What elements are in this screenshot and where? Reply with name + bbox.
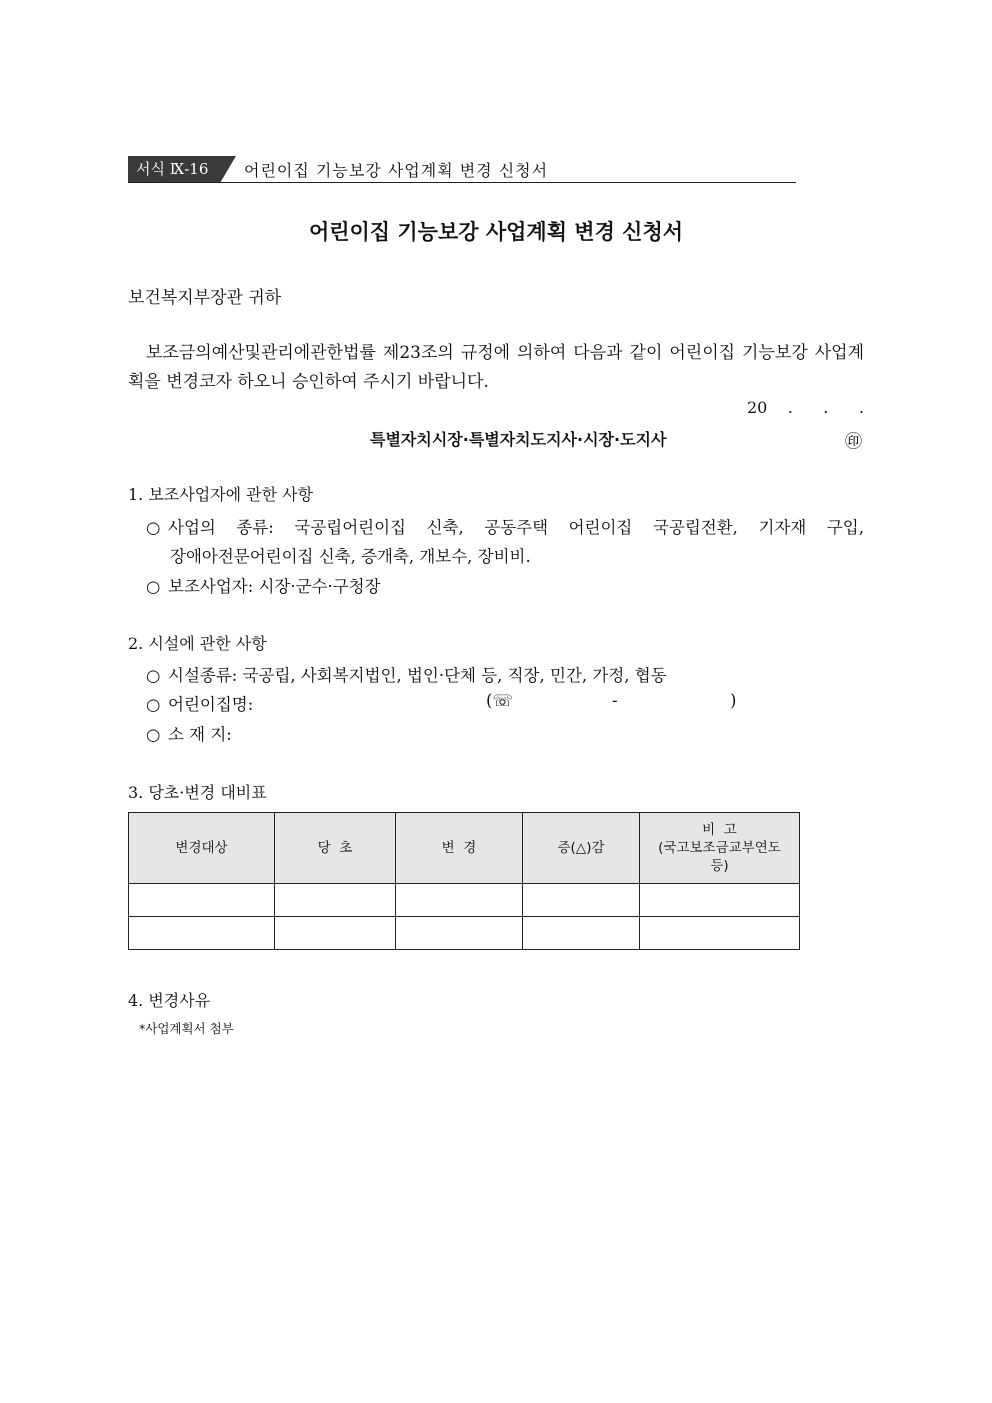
date-line: 20 . . . [747, 398, 864, 417]
table-cell[interactable] [129, 884, 275, 917]
table-row [129, 917, 800, 950]
section-3-heading: 3. 당초·변경 대비표 [128, 783, 267, 802]
header-title: 어린이집 기능보강 사업계획 변경 신청서 [244, 161, 549, 180]
form-code-label: 서식 Ⅸ-16 [128, 156, 220, 183]
column-header-changed: 변 경 [396, 813, 523, 884]
table-cell[interactable] [275, 917, 396, 950]
signer-title: 특별자치시장·특별자치도지사·시장·도지사 [370, 430, 667, 449]
bullet-circle-icon: ○ [146, 725, 161, 744]
section-4-heading: 4. 변경사유 [128, 991, 211, 1010]
bullet-circle-icon: ○ [146, 666, 161, 685]
table-header-row [129, 813, 800, 884]
seal-icon: ㊞ [845, 432, 862, 452]
section-1-item-business-type-cont: 장애아전문어린이집 신축, 증개축, 개보수, 장비비. [170, 547, 531, 566]
header-divider [128, 182, 796, 183]
body-text: 보조금의예산및관리에관한법률 제23조의 규정에 의하여 다음과 같이 어린이집 기능보강 사업계획을 변경코자 하오니 승인하여 주시기 바랍니다. [128, 343, 864, 392]
table-cell[interactable] [275, 884, 396, 917]
phone-open: (☏ [486, 691, 514, 710]
column-header-target: 변경대상 [129, 813, 275, 884]
table-cell[interactable] [523, 884, 640, 917]
section-1-heading: 1. 보조사업자에 관한 사항 [128, 485, 314, 504]
bullet-circle-icon: ○ [146, 518, 161, 537]
table-row [129, 884, 800, 917]
table-cell[interactable] [396, 884, 523, 917]
section-2-heading: 2. 시설에 관한 사항 [128, 634, 267, 653]
phone-dash: - [612, 691, 618, 710]
column-header-difference: 증(△)감 [523, 813, 640, 884]
table-cell[interactable] [396, 917, 523, 950]
comparison-table [128, 812, 800, 950]
document-title: 어린이집 기능보강 사업계획 변경 신청서 [308, 220, 684, 244]
table-cell[interactable] [523, 917, 640, 950]
bullet-circle-icon: ○ [146, 577, 161, 596]
table-cell[interactable] [129, 917, 275, 950]
column-header-original: 당 초 [275, 813, 396, 884]
bullet-circle-icon: ○ [146, 695, 161, 714]
recipient: 보건복지부장관 귀하 [128, 288, 282, 308]
phone-close: ) [730, 691, 737, 710]
attachment-note: *사업계획서 첨부 [139, 1021, 234, 1036]
section-1-item-business-type: ○ 사업의 종류: 국공립어린이집 신축, 공동주택 어린이집 국공립전환, 기자재 구입, [146, 518, 864, 537]
section-2-item-location: ○ 소 재 지: [146, 725, 232, 744]
table-cell[interactable] [640, 884, 800, 917]
section-2-item-facility-type: ○ 시설종류: 국공립, 사회복지법인, 법인·단체 등, 직장, 민간, 가정, 협동 [146, 666, 667, 685]
body-paragraph [128, 339, 864, 397]
column-header-remarks: 비 고 (국고보조금교부연도 등) [640, 813, 800, 884]
form-code-notch [220, 156, 236, 183]
table-cell[interactable] [640, 917, 800, 950]
section-1-item-operator: ○ 보조사업자: 시장·군수·구청장 [146, 577, 381, 596]
section-2-item-name: ○ 어린이집명: [146, 695, 254, 714]
